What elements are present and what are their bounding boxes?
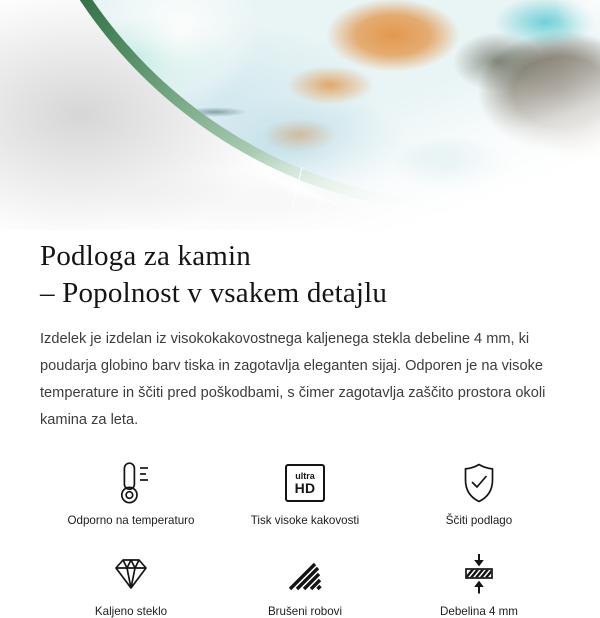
marble-print-surface [0,0,600,230]
feature-temperature [44,460,218,527]
ultra-hd-icon [285,460,325,506]
page-title-line1: Podloga za kamin [40,240,251,272]
diamond-icon [111,551,151,597]
thickness-icon [459,551,499,597]
page-title-line2: – Popolnost v vsakem detajlu [40,277,388,309]
feature-label: Kaljeno steklo [94,605,168,618]
beveled-edges-icon [285,551,325,597]
ultra-hd-icon-text-top: ultra [295,470,315,481]
feature-protection [392,460,566,527]
feature-label: Odporno na temperaturo [67,514,195,527]
shield-check-icon [459,460,499,506]
product-description-text: Izdelek je izdelan iz visokokakovostnega kaljenega stekla debeline 4 mm, ki poudarja globino barv tiska in zagotavlja eleganten sijaj. Odporen je na visoke temperature in ščiti pred poškodbami, s čimer zagotavlja zaščito prostora okoli kamina za leta. [40,331,546,428]
feature-print-quality [218,460,392,527]
feature-label: Tisk visoke kakovosti [250,514,360,527]
ultra-hd-icon-text-bottom: HD [294,479,316,496]
feature-tempered-glass [44,551,218,618]
product-image [0,0,600,230]
thermometer-icon [111,460,151,506]
feature-label: Brušeni robovi [267,605,343,618]
product-description-section [0,230,600,618]
feature-beveled-edges [218,551,392,618]
page-title [40,238,570,312]
feature-label: Debelina 4 mm [440,605,518,618]
features-grid [40,460,570,618]
feature-thickness [392,551,566,618]
feature-label: Ščiti podlago [445,514,513,527]
